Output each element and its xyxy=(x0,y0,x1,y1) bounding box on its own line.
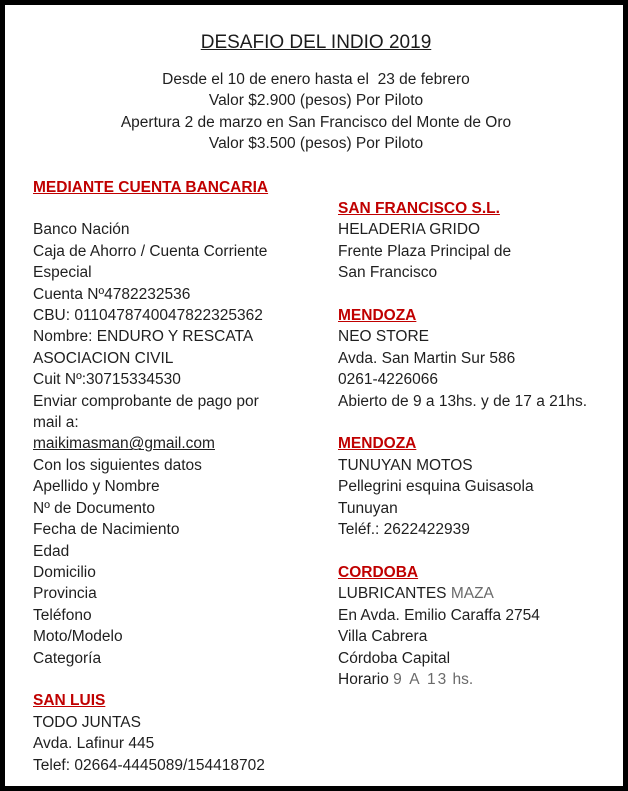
text-line xyxy=(33,562,338,583)
text-span: TODO JUNTAS xyxy=(33,713,141,731)
text-line xyxy=(33,412,338,433)
text-span: Cuit Nº:30715334530 xyxy=(33,371,181,389)
text-line xyxy=(33,262,338,283)
text-line xyxy=(33,648,338,669)
text-span: Caja de Ahorro / Cuenta Corriente xyxy=(33,242,268,260)
section-heading: SAN LUIS xyxy=(33,692,106,710)
text-span: Categoría xyxy=(33,649,102,667)
section-heading: MEDIANTE CUENTA BANCARIA xyxy=(33,178,269,196)
email-link: maikimasman@gmail.com xyxy=(33,435,215,453)
text-line xyxy=(33,519,338,540)
intro-line: Desde el 10 de enero hasta el 23 de febrero xyxy=(162,71,470,88)
right-column xyxy=(338,177,599,691)
text-line xyxy=(33,541,338,562)
text-span: mail a: xyxy=(33,414,79,432)
two-column-layout xyxy=(33,177,599,776)
text-span: Nº de Documento xyxy=(33,499,155,517)
section-san-francisco xyxy=(338,198,599,284)
text-span: San Francisco xyxy=(338,264,438,282)
intro-line: Valor $3.500 (pesos) Por Piloto xyxy=(208,135,424,153)
text-span: En Avda. Emilio Caraffa 2754 xyxy=(338,606,540,624)
text-span: LUBRICANTES xyxy=(338,585,451,603)
text-line xyxy=(338,583,599,604)
text-line xyxy=(338,648,599,669)
text-line xyxy=(338,326,599,347)
text-line xyxy=(33,326,338,347)
text-span: Apellido y Nombre xyxy=(33,478,160,496)
intro-line: Valor $2.900 (pesos) Por Piloto xyxy=(208,92,424,110)
text-span: TUNUYAN MOTOS xyxy=(338,456,473,474)
left-column xyxy=(33,177,338,776)
brand-maza-text: MAZA xyxy=(450,585,494,603)
text-line xyxy=(338,476,599,497)
text-span: 0261-4226066 xyxy=(338,371,438,389)
text-line xyxy=(338,348,599,369)
text-line xyxy=(33,583,338,604)
text-span: Provincia xyxy=(33,585,97,603)
text-span: Con los siguientes datos xyxy=(33,456,202,474)
text-line xyxy=(338,241,599,262)
text-span: Especial xyxy=(33,264,92,282)
text-line xyxy=(33,476,338,497)
text-span: CBU: 0110478740047822325362 xyxy=(33,307,263,325)
text-span: Telef: 02664-4445089/154418702 xyxy=(33,756,265,774)
text-span: Moto/Modelo xyxy=(33,628,123,646)
text-span: Domicilio xyxy=(33,563,96,581)
text-span: Banco Nación xyxy=(33,221,130,239)
opening-hours-text: 9 A 13 xyxy=(393,670,449,688)
document-title: DESAFIO DEL INDIO 2019 xyxy=(200,32,432,53)
text-span: Avda. San Martin Sur 586 xyxy=(338,349,516,367)
text-line xyxy=(33,219,338,240)
text-line xyxy=(338,391,599,412)
section-mendoza-tunuyan xyxy=(338,433,599,540)
text-span: NEO STORE xyxy=(338,328,430,346)
text-span: Frente Plaza Principal de xyxy=(338,242,512,260)
text-span: Avda. Lafinur 445 xyxy=(33,735,155,753)
text-line xyxy=(33,498,338,519)
intro-line: Apertura 2 de marzo en San Francisco del Monte de Oro xyxy=(120,113,512,131)
text-line xyxy=(33,241,338,262)
text-line xyxy=(338,626,599,647)
text-span: Horario xyxy=(338,670,394,688)
section-heading: CORDOBA xyxy=(338,563,419,581)
text-line xyxy=(338,219,599,240)
section-heading: MENDOZA xyxy=(338,307,417,325)
text-line xyxy=(33,305,338,326)
text-span: hs. xyxy=(448,670,474,688)
text-span: Nombre: ENDURO Y RESCATA xyxy=(33,328,254,346)
text-span: ASOCIACION CIVIL xyxy=(33,349,174,367)
text-line xyxy=(33,391,338,412)
text-span: Córdoba Capital xyxy=(338,649,451,667)
text-line xyxy=(33,284,338,305)
text-span: HELADERIA GRIDO xyxy=(338,221,481,239)
section-heading: MENDOZA xyxy=(338,435,417,453)
email-link[interactable] xyxy=(33,433,338,454)
section-mendoza-neo-store xyxy=(338,305,599,412)
text-line xyxy=(338,519,599,540)
text-span: Pellegrini esquina Guisasola xyxy=(338,478,534,496)
text-line xyxy=(33,733,338,754)
text-span: Teléfono xyxy=(33,606,92,624)
text-line xyxy=(338,605,599,626)
text-line xyxy=(338,262,599,283)
text-line xyxy=(33,369,338,390)
text-line xyxy=(338,669,599,690)
text-line xyxy=(33,712,338,733)
text-line xyxy=(33,755,338,776)
text-span: Tunuyan xyxy=(338,499,398,517)
section-cordoba xyxy=(338,562,599,690)
text-span: Abierto de 9 a 13hs. y de 17 a 21hs. xyxy=(338,392,588,410)
text-span: Cuenta Nº4782232536 xyxy=(33,285,191,303)
intro-block xyxy=(33,69,599,155)
text-line xyxy=(33,626,338,647)
section-cuenta-bancaria xyxy=(33,177,338,669)
text-line xyxy=(33,348,338,369)
section-san-luis xyxy=(33,690,338,776)
text-span: Teléf.: 2622422939 xyxy=(338,521,470,539)
text-span: Fecha de Nacimiento xyxy=(33,521,180,539)
text-span: Villa Cabrera xyxy=(338,628,428,646)
section-heading: SAN FRANCISCO S.L. xyxy=(338,200,500,218)
text-span: Enviar comprobante de pago por xyxy=(33,392,259,410)
text-line xyxy=(33,605,338,626)
text-line xyxy=(338,498,599,519)
text-line xyxy=(338,369,599,390)
text-line xyxy=(338,455,599,476)
text-line xyxy=(33,455,338,476)
text-span: Edad xyxy=(33,542,70,560)
